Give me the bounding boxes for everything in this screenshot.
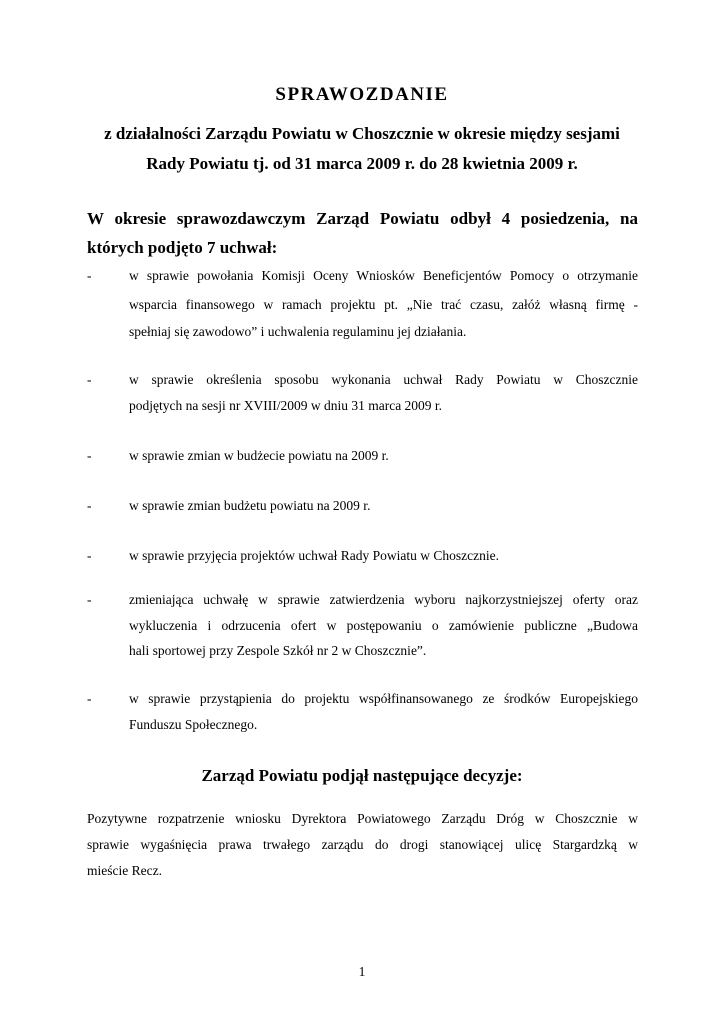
bullet-dash: - bbox=[87, 372, 92, 387]
intro-line-2: których podjęto 7 uchwał: bbox=[87, 238, 278, 257]
page-number: 1 bbox=[358, 964, 366, 979]
paragraph-line: sprawie wygaśnięcia prawa trwałego zarządu do drogi stanowiącej ulicę Stargardzką w bbox=[87, 837, 638, 852]
item-line: w sprawie przystąpienia do projektu współfinansowanego ze środków Europejskiego bbox=[129, 691, 638, 706]
decisions-heading: Zarząd Powiatu podjął następujące decyzje: bbox=[201, 766, 523, 785]
item-line: wsparcia finansowego w ramach projektu pt. „Nie trać czasu, załóż własną firmę - bbox=[129, 297, 638, 312]
item-line: w sprawie zmian budżetu powiatu na 2009 r. bbox=[129, 498, 371, 513]
item-line: hali sportowej przy Zespole Szkół nr 2 w Choszcznie”. bbox=[129, 643, 427, 658]
item-line: Funduszu Społecznego. bbox=[129, 717, 258, 732]
document-title: SPRAWOZDANIE bbox=[275, 84, 449, 105]
bullet-dash: - bbox=[87, 448, 92, 463]
bullet-dash: - bbox=[87, 268, 92, 283]
paragraph-line: mieście Recz. bbox=[87, 863, 162, 878]
subtitle-line-1: z działalności Zarządu Powiatu w Choszcznie w okresie między sesjami bbox=[104, 124, 620, 143]
bullet-dash: - bbox=[87, 498, 92, 513]
bullet-dash: - bbox=[87, 691, 92, 706]
bullet-dash: - bbox=[87, 548, 92, 563]
item-line: w sprawie zmian w budżecie powiatu na 2009 r. bbox=[129, 448, 389, 463]
item-line: spełniaj się zawodowo” i uchwalenia regulaminu jej działania. bbox=[129, 324, 467, 339]
item-line: w sprawie przyjęcia projektów uchwał Rady Powiatu w Choszcznie. bbox=[129, 548, 500, 563]
item-line: wykluczenia i odrzucenia ofert w postępowaniu o zamówienie publiczne „Budowa bbox=[129, 618, 638, 633]
paragraph-line: Pozytywne rozpatrzenie wniosku Dyrektora Powiatowego Zarządu Dróg w Choszcznie w bbox=[87, 811, 638, 826]
intro-line-1: W okresie sprawozdawczym Zarząd Powiatu odbył 4 posiedzenia, na bbox=[87, 209, 638, 228]
item-line: w sprawie określenia sposobu wykonania uchwał Rady Powiatu w Choszcznie bbox=[129, 372, 638, 387]
bullet-dash: - bbox=[87, 592, 92, 607]
subtitle-line-2: Rady Powiatu tj. od 31 marca 2009 r. do 28 kwietnia 2009 r. bbox=[146, 154, 578, 173]
item-line: zmieniająca uchwałę w sprawie zatwierdzenia wyboru najkorzystniejszej oferty oraz bbox=[129, 592, 638, 607]
item-line: podjętych na sesji nr XVIII/2009 w dniu 31 marca 2009 r. bbox=[129, 398, 443, 413]
item-line: w sprawie powołania Komisji Oceny Wniosków Beneficjentów Pomocy o otrzymanie bbox=[129, 268, 638, 283]
